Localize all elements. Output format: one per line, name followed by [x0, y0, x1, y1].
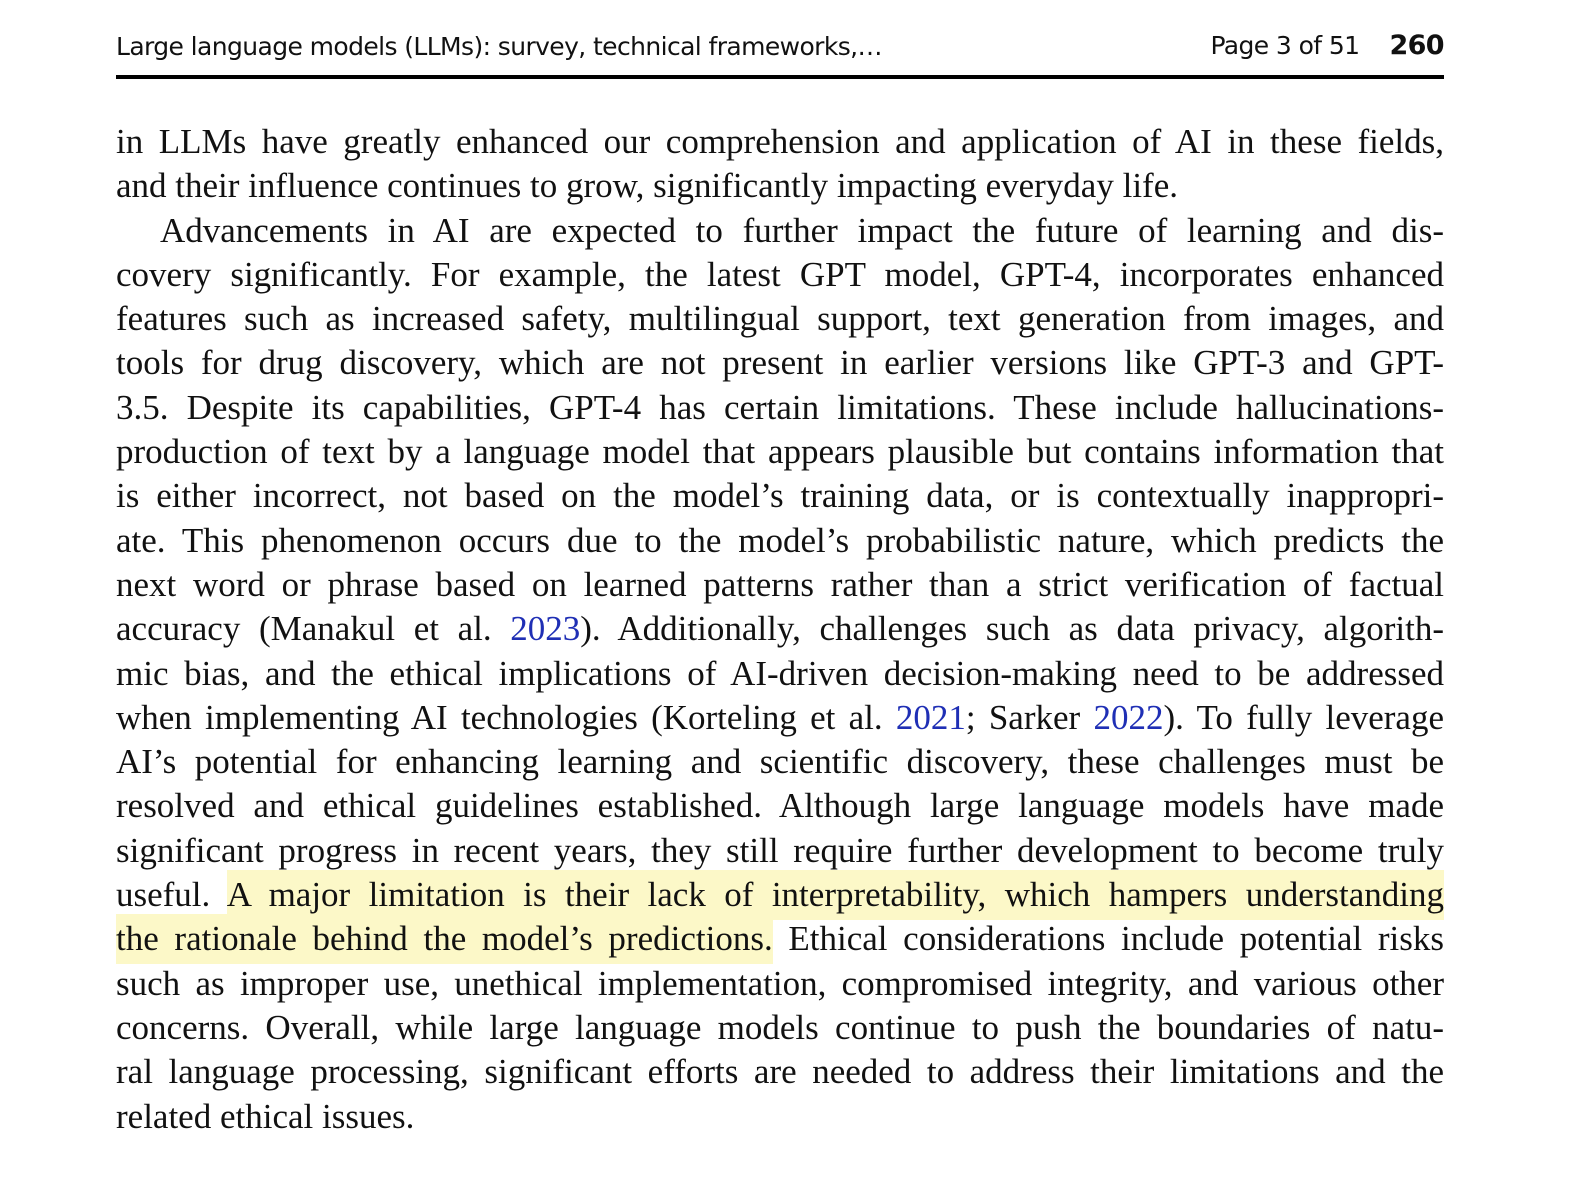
- page-of-count: Page 3 of 51: [1210, 31, 1360, 60]
- text-line: concerns. Overall, while large language models continue to push the boundaries of natu-: [116, 1007, 1444, 1047]
- highlighted-text: the rationale behind the model’s predictions.: [116, 919, 773, 959]
- text-line: Advancements in AI are expected to further impact the future of learning and dis-: [160, 210, 1444, 250]
- page-number: 260: [1389, 30, 1444, 61]
- text-fragment: ). To fully leverage: [1163, 697, 1444, 737]
- text-line: covery significantly. For example, the latest GPT model, GPT-4, incorporates enhanced: [116, 254, 1444, 294]
- body-text: [116, 120, 1444, 1139]
- running-header: [116, 28, 1444, 68]
- running-title: Large language models (LLMs): survey, technical frameworks,…: [116, 32, 882, 61]
- citation-link[interactable]: 2022: [1093, 697, 1164, 737]
- text-line: mic bias, and the ethical implications of AI-driven decision-making need to be addressed: [116, 653, 1444, 693]
- text-fragment: ; Sarker: [965, 697, 1094, 737]
- text-line: tools for drug discovery, which are not present in earlier versions like GPT-3 and GPT-: [116, 343, 1444, 383]
- text-line: [116, 917, 1444, 961]
- citation-link[interactable]: 2023: [510, 609, 581, 649]
- text-line: [116, 696, 1444, 740]
- text-fragment: when implementing AI technologies (Korteling et al.: [116, 697, 896, 737]
- header-rule: [116, 75, 1444, 79]
- page-info: [1210, 30, 1444, 61]
- text-line: significant progress in recent years, they still require further development to become truly: [116, 830, 1444, 870]
- text-line: such as improper use, unethical implementation, compromised integrity, and various other: [116, 963, 1444, 1003]
- text-line: in LLMs have greatly enhanced our comprehension and application of AI in these fields,: [116, 122, 1444, 161]
- text-line: AI’s potential for enhancing learning and scientific discovery, these challenges must be: [116, 742, 1444, 782]
- text-fragment: accuracy (Manakul et al.: [116, 609, 511, 649]
- text-line: [116, 873, 1444, 917]
- highlighted-text: A major limitation is their lack of interpretability, which hampers understanding: [226, 875, 1444, 915]
- text-fragment: ). Additionally, challenges such as data privacy, algorith-: [580, 609, 1444, 649]
- text-line: ate. This phenomenon occurs due to the model’s probabilistic nature, which predicts the: [116, 520, 1444, 560]
- text-line: production of text by a language model that appears plausible but contains information that: [116, 432, 1444, 472]
- text-line: next word or phrase based on learned patterns rather than a strict verification of factual: [116, 564, 1444, 604]
- text-line: is either incorrect, not based on the model’s training data, or is contextually inappropri-: [116, 476, 1444, 516]
- text-fragment: Ethical considerations include potential risks: [772, 919, 1444, 959]
- text-line: and their influence continues to grow, significantly impacting everyday life.: [116, 166, 1178, 206]
- text-line: related ethical issues.: [116, 1096, 415, 1136]
- text-line: ral language processing, significant efforts are needed to address their limitations and the: [116, 1052, 1444, 1092]
- text-line: 3.5. Despite its capabilities, GPT-4 has certain limitations. These include hallucinations-: [116, 387, 1444, 427]
- text-line: resolved and ethical guidelines established. Although large language models have made: [116, 786, 1444, 826]
- text-line: features such as increased safety, multilingual support, text generation from images, and: [116, 299, 1444, 339]
- citation-link[interactable]: 2021: [895, 697, 966, 737]
- text-line: [116, 607, 1444, 651]
- text-fragment: useful.: [116, 875, 227, 915]
